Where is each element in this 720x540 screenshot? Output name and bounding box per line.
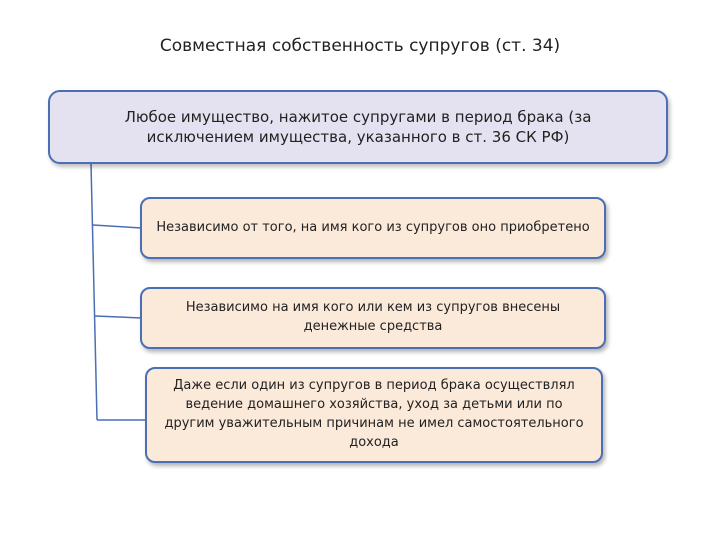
root-box: Любое имущество, нажитое супругами в период брака (за исключением имущества, указанного в ст. 36 СК РФ) [48,90,668,164]
connector-trunk [91,164,97,420]
connector-branch-1 [93,225,142,228]
diagram-title: Совместная собственность супругов (ст. 34) [159,36,561,56]
connector-branch-2 [95,316,142,318]
child-box-3: Даже если один из супругов в период брака осуществлял ведение домашнего хозяйства, уход за детьми или по другим уважительным причинам не имел самостоятельного дохода [145,367,603,463]
child-box-1: Независимо от того, на имя кого из супругов оно приобретено [140,197,606,259]
child-box-2: Независимо на имя кого или кем из супругов внесены денежные средства [140,287,606,349]
